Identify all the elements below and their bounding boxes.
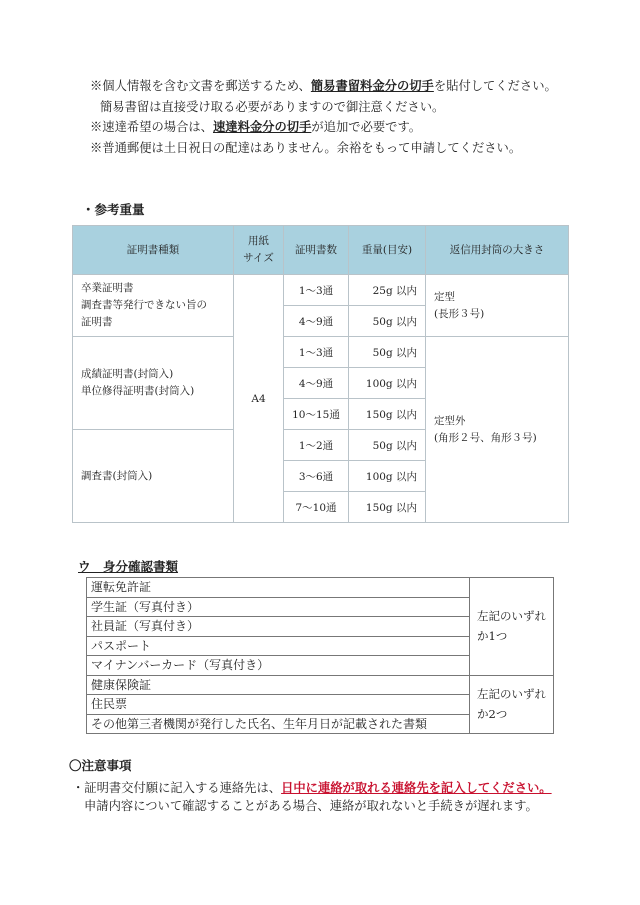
list-item: 運転免許証	[91, 580, 152, 594]
caution-title: 〇注意事項	[69, 758, 132, 773]
id-documents-title: ウ 身分確認書類	[78, 559, 179, 574]
list-item: 健康保険証	[91, 677, 152, 692]
id-group-one-required	[87, 578, 553, 675]
table-row: 成績証明書(封筒入) 単位修得証明書(封筒入) 1～3通 50g 以内 定型外 (角形２号、角形３号)	[73, 337, 569, 368]
note-regular-mail: ※普通郵便は土日祝日の配達はありません。余裕をもって申請してください。	[90, 140, 522, 155]
list-item: パスポート	[87, 636, 469, 656]
table-row: 4～9通 100g 以内	[73, 368, 569, 399]
graduation-certificate-cell: 卒業証明書 調査書等発行できない旨の 証明書	[73, 275, 234, 337]
id-list-photo	[87, 578, 470, 675]
list-item: 住民票	[87, 694, 469, 714]
list-item: 学生証（写真付き）	[87, 597, 469, 617]
header-envelope: 返信用封筒の大きさ	[426, 226, 569, 275]
id-group-two-required	[87, 675, 553, 734]
reference-weight-title: ・参考重量	[82, 202, 145, 217]
express-stamp-emphasis: 速達料金分の切手	[212, 119, 312, 134]
reference-weight-table	[72, 225, 569, 523]
table-row: 10～15通 150g 以内	[73, 399, 569, 430]
id-documents-box	[86, 577, 554, 734]
contact-warning-emphasis: 日中に連絡が取れる連絡先を記入してください。	[281, 780, 552, 795]
caution-body	[72, 779, 552, 815]
id-note-two: 左記のいずれ か2つ	[477, 687, 546, 722]
id-list-non-photo	[87, 676, 470, 734]
caution-line-contact: ・証明書交付願に記入する連絡先は、日中に連絡が取れる連絡先を記入してください。	[72, 780, 552, 795]
list-item: 社員証（写真付き）	[87, 616, 469, 636]
envelope-nonstandard-cell: 定型外 (角形２号、角形３号)	[426, 337, 569, 523]
registered-mail-stamp-emphasis: 簡易書留料金分の切手	[310, 78, 434, 93]
envelope-standard-cell: 定型 (長形３号)	[426, 275, 569, 337]
caution-line-delay: 申請内容について確認することがある場合、連絡が取れないと手続きが遅れます。	[84, 799, 538, 813]
survey-report-cell: 調査書(封筒入)	[73, 430, 234, 523]
table-row: 調査書(封筒入) 1～2通 50g 以内	[73, 430, 569, 461]
transcript-certificate-cell: 成績証明書(封筒入) 単位修得証明書(封筒入)	[73, 337, 234, 430]
header-count: 証明書数	[284, 226, 349, 275]
table-header-row	[73, 226, 569, 275]
note-registered-mail: ※個人情報を含む文書を郵送するため、簡易書留料金分の切手を貼付してください。	[90, 78, 557, 93]
table-row: 3～6通 100g 以内	[73, 461, 569, 492]
table-row: 卒業証明書 調査書等発行できない旨の 証明書 A4 1～3通 25g 以内 定型 (長形３号)	[73, 275, 569, 306]
table-row: 4～9通 50g 以内	[73, 306, 569, 337]
header-paper-size: 用紙 サイズ	[234, 226, 284, 275]
note-express-mail: ※速達希望の場合は、速達料金分の切手が追加で必要です。	[90, 119, 422, 134]
header-weight: 重量(目安)	[349, 226, 426, 275]
list-item: その他第三者機関が発行した氏名、生年月日が記載された書類	[87, 714, 469, 734]
header-certificate-type: 証明書種類	[73, 226, 234, 275]
mailing-notes	[90, 76, 557, 158]
paper-a4-cell: A4	[234, 275, 284, 523]
id-note-one: 左記のいずれ か1つ	[477, 609, 546, 644]
list-item: マイナンバーカード（写真付き）	[87, 655, 469, 675]
note-registered-mail-receipt: 簡易書留は直接受け取る必要がありますので御注意ください。	[100, 99, 445, 114]
table-row: 7～10通 150g 以内	[73, 492, 569, 523]
